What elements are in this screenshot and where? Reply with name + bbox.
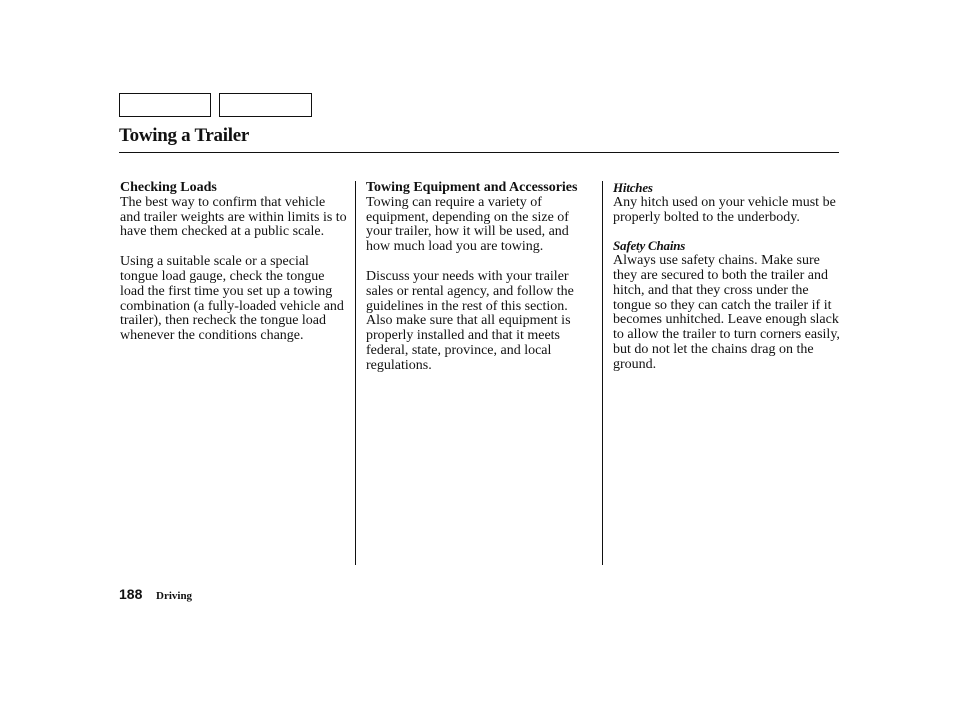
paragraph: The best way to confirm that vehicle and trailer weights are within limits is to have them checked at a public scale. [120, 194, 347, 240]
heading-checking-loads: Checking Loads [120, 180, 217, 195]
nav-tab-box-2 [219, 93, 312, 117]
paragraph: Any hitch used on your vehicle must be properly bolted to the underbody. [613, 194, 836, 225]
column-divider [355, 181, 356, 565]
section-label: Driving [156, 590, 193, 602]
page-number: 188 [119, 586, 143, 602]
paragraph: Always use safety chains. Make sure they are secured to both the trailer and hitch, and that they cross under the tongue so they can catch the trailer if it becomes unhitched. Leave enough slack to allow the trailer to turn corners easily, but do not let the chains drag on the ground. [613, 253, 840, 372]
heading-towing-equipment: Towing Equipment and Accessories [366, 180, 578, 195]
paragraph: Towing can require a variety of equipment, depending on the size of your trailer, how it will be used, and how much load you are towing. [366, 194, 569, 255]
column-towing-equipment [366, 181, 596, 374]
subheading-safety-chains: Safety Chains [613, 238, 686, 254]
subheading-hitches: Hitches [613, 180, 653, 195]
column-hitches-chains [613, 181, 845, 373]
column-checking-loads [120, 181, 348, 344]
nav-tab-box-1 [119, 93, 211, 117]
paragraph: Discuss your needs with your trailer sales or rental agency, and follow the guidelines in the rest of this section. Also make sure that all equipment is properly installed and that it meets federal, state, province, and local regulations. [366, 268, 574, 373]
title-divider [119, 152, 839, 153]
page-title: Towing a Trailer [119, 125, 249, 146]
paragraph: Using a suitable scale or a special tongue load gauge, check the tongue load the first time you set up a towing combination (a fully-loaded vehicle and trailer), then recheck the tongue load whenever the conditions change. [120, 254, 344, 344]
column-divider [602, 181, 603, 565]
